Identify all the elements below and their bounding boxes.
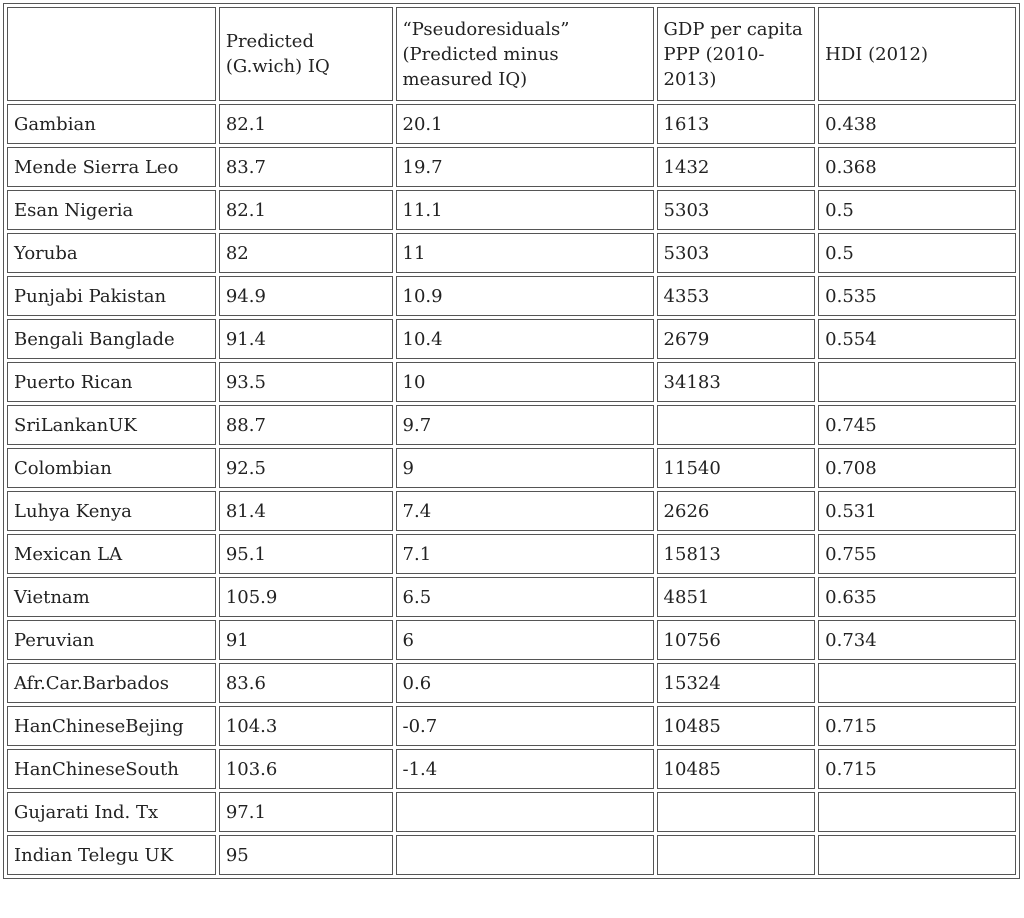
predicted-iq-cell: 82.1	[219, 190, 393, 230]
hdi-cell: 0.708	[818, 448, 1016, 488]
group-cell: Vietnam	[7, 577, 216, 617]
gdp-cell: 2626	[657, 491, 816, 531]
pseudoresidual-cell: 7.4	[396, 491, 654, 531]
gdp-cell: 15324	[657, 663, 816, 703]
group-cell: Colombian	[7, 448, 216, 488]
predicted-iq-cell: 105.9	[219, 577, 393, 617]
group-cell: Luhya Kenya	[7, 491, 216, 531]
table-row	[7, 233, 1016, 273]
gdp-cell	[657, 405, 816, 445]
predicted-iq-cell: 83.6	[219, 663, 393, 703]
pseudoresidual-cell: 9.7	[396, 405, 654, 445]
hdi-cell	[818, 835, 1016, 875]
gdp-cell: 10485	[657, 749, 816, 789]
hdi-cell: 0.715	[818, 749, 1016, 789]
hdi-cell: 0.554	[818, 319, 1016, 359]
hdi-cell: 0.5	[818, 190, 1016, 230]
header-cell-group	[7, 7, 216, 101]
hdi-cell: 0.531	[818, 491, 1016, 531]
pseudoresidual-cell: 7.1	[396, 534, 654, 574]
table-row	[7, 620, 1016, 660]
group-cell: Mende Sierra Leo	[7, 147, 216, 187]
group-cell: Punjabi Pakistan	[7, 276, 216, 316]
header-cell-gdp: GDP per capita PPP (2010-2013)	[657, 7, 816, 101]
table-row	[7, 448, 1016, 488]
header-cell-predicted-iq: Predicted (G.wich) IQ	[219, 7, 393, 101]
gdp-cell: 10485	[657, 706, 816, 746]
group-cell: Gujarati Ind. Tx	[7, 792, 216, 832]
header-cell-hdi: HDI (2012)	[818, 7, 1016, 101]
hdi-cell: 0.745	[818, 405, 1016, 445]
predicted-iq-cell: 88.7	[219, 405, 393, 445]
pseudoresidual-cell	[396, 792, 654, 832]
hdi-cell: 0.715	[818, 706, 1016, 746]
table-row	[7, 577, 1016, 617]
group-cell: Afr.Car.Barbados	[7, 663, 216, 703]
predicted-iq-cell: 104.3	[219, 706, 393, 746]
predicted-iq-cell: 103.6	[219, 749, 393, 789]
table-row	[7, 319, 1016, 359]
table-body	[7, 104, 1016, 875]
hdi-cell: 0.368	[818, 147, 1016, 187]
table-row	[7, 749, 1016, 789]
group-cell: Mexican LA	[7, 534, 216, 574]
gdp-cell: 4851	[657, 577, 816, 617]
table-row	[7, 792, 1016, 832]
table-row	[7, 276, 1016, 316]
predicted-iq-cell: 97.1	[219, 792, 393, 832]
group-cell: Yoruba	[7, 233, 216, 273]
table-row	[7, 534, 1016, 574]
gdp-cell: 11540	[657, 448, 816, 488]
group-cell: Peruvian	[7, 620, 216, 660]
hdi-cell: 0.635	[818, 577, 1016, 617]
table-row	[7, 663, 1016, 703]
pseudoresidual-cell: -1.4	[396, 749, 654, 789]
table-header	[7, 7, 1016, 101]
pseudoresidual-cell: 11	[396, 233, 654, 273]
predicted-iq-cell: 81.4	[219, 491, 393, 531]
predicted-iq-cell: 94.9	[219, 276, 393, 316]
table-row	[7, 147, 1016, 187]
gdp-cell: 5303	[657, 233, 816, 273]
hdi-cell	[818, 362, 1016, 402]
table-row	[7, 190, 1016, 230]
gdp-cell: 34183	[657, 362, 816, 402]
hdi-cell: 0.734	[818, 620, 1016, 660]
pseudoresidual-cell: 10.4	[396, 319, 654, 359]
gdp-cell: 5303	[657, 190, 816, 230]
gdp-cell: 1613	[657, 104, 816, 144]
pseudoresidual-cell: 20.1	[396, 104, 654, 144]
hdi-cell: 0.438	[818, 104, 1016, 144]
pseudoresidual-cell: 11.1	[396, 190, 654, 230]
predicted-iq-cell: 91	[219, 620, 393, 660]
gdp-cell	[657, 792, 816, 832]
data-table	[3, 3, 1020, 879]
table-row	[7, 835, 1016, 875]
predicted-iq-cell: 82.1	[219, 104, 393, 144]
header-row	[7, 7, 1016, 101]
group-cell: Esan Nigeria	[7, 190, 216, 230]
pseudoresidual-cell: 0.6	[396, 663, 654, 703]
table-row	[7, 491, 1016, 531]
table-row	[7, 405, 1016, 445]
table-row	[7, 104, 1016, 144]
pseudoresidual-cell: -0.7	[396, 706, 654, 746]
group-cell: HanChineseSouth	[7, 749, 216, 789]
table-row	[7, 706, 1016, 746]
hdi-cell: 0.5	[818, 233, 1016, 273]
gdp-cell: 15813	[657, 534, 816, 574]
pseudoresidual-cell	[396, 835, 654, 875]
predicted-iq-cell: 82	[219, 233, 393, 273]
hdi-cell	[818, 663, 1016, 703]
pseudoresidual-cell: 10	[396, 362, 654, 402]
predicted-iq-cell: 83.7	[219, 147, 393, 187]
pseudoresidual-cell: 6	[396, 620, 654, 660]
group-cell: Puerto Rican	[7, 362, 216, 402]
group-cell: SriLankanUK	[7, 405, 216, 445]
hdi-cell: 0.535	[818, 276, 1016, 316]
hdi-cell: 0.755	[818, 534, 1016, 574]
predicted-iq-cell: 91.4	[219, 319, 393, 359]
header-cell-pseudoresiduals: “Pseudoresiduals” (Predicted minus measured IQ)	[396, 7, 654, 101]
predicted-iq-cell: 92.5	[219, 448, 393, 488]
pseudoresidual-cell: 10.9	[396, 276, 654, 316]
pseudoresidual-cell: 19.7	[396, 147, 654, 187]
hdi-cell	[818, 792, 1016, 832]
table-row	[7, 362, 1016, 402]
pseudoresidual-cell: 6.5	[396, 577, 654, 617]
predicted-iq-cell: 93.5	[219, 362, 393, 402]
predicted-iq-cell: 95.1	[219, 534, 393, 574]
gdp-cell	[657, 835, 816, 875]
group-cell: HanChineseBejing	[7, 706, 216, 746]
gdp-cell: 1432	[657, 147, 816, 187]
group-cell: Indian Telegu UK	[7, 835, 216, 875]
gdp-cell: 4353	[657, 276, 816, 316]
group-cell: Gambian	[7, 104, 216, 144]
group-cell: Bengali Banglade	[7, 319, 216, 359]
gdp-cell: 2679	[657, 319, 816, 359]
predicted-iq-cell: 95	[219, 835, 393, 875]
pseudoresidual-cell: 9	[396, 448, 654, 488]
gdp-cell: 10756	[657, 620, 816, 660]
